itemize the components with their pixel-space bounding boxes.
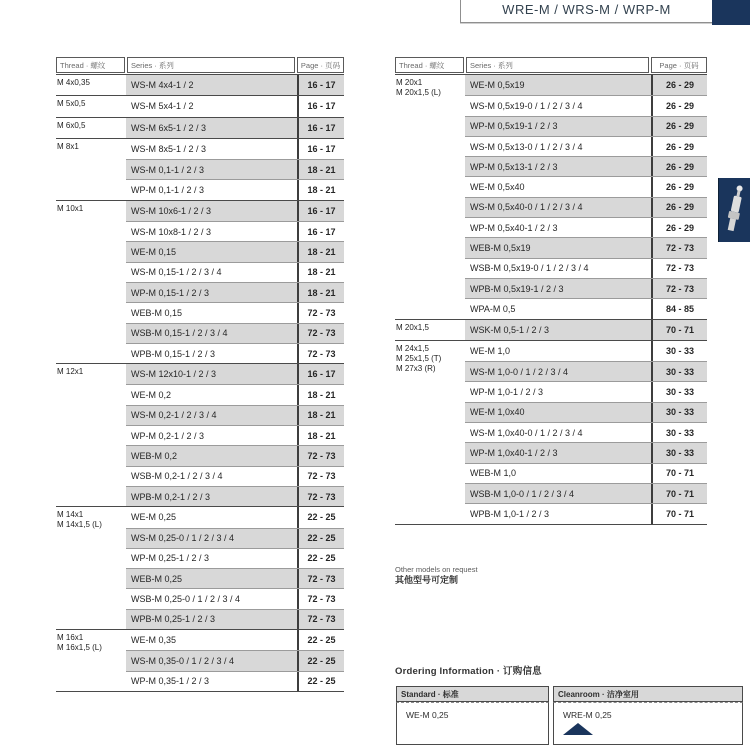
table-row <box>465 503 707 523</box>
table-row <box>465 197 707 217</box>
series-cell: WP-M 1,0x40-1 / 2 / 3 <box>470 447 558 458</box>
table-row <box>465 75 707 95</box>
thread-label-line: M 25x1,5 (T) <box>396 353 442 363</box>
group-rows <box>126 96 344 116</box>
group-rows <box>465 320 707 340</box>
page-cell: 84 - 85 <box>651 299 707 318</box>
page-cell: 18 - 21 <box>297 160 344 179</box>
thread-label-line: M 5x0,5 <box>57 99 86 109</box>
thread-label-line: M 14x1,5 (L) <box>57 520 102 530</box>
thread-group <box>395 319 707 340</box>
page-cell: 22 - 25 <box>297 630 344 650</box>
table-row <box>126 179 344 199</box>
series-cell: WE-M 0,25 <box>131 512 177 523</box>
page-cell: 72 - 73 <box>297 569 344 588</box>
page-cell: 18 - 21 <box>297 406 344 425</box>
page-cell: 18 - 21 <box>297 283 344 302</box>
page-cell: 30 - 33 <box>651 382 707 401</box>
table-body <box>395 74 707 525</box>
thread-label-line: M 6x0,5 <box>57 120 86 130</box>
table-row <box>126 588 344 608</box>
series-cell: WE-M 1,0x40 <box>470 407 525 418</box>
page-cell: 22 - 25 <box>297 549 344 568</box>
page-cell: 70 - 71 <box>651 504 707 523</box>
series-cell: WPB-M 1,0-1 / 2 / 3 <box>470 508 550 519</box>
page-cell: 26 - 29 <box>651 75 707 95</box>
thread-label <box>56 118 126 138</box>
table-row <box>465 258 707 278</box>
thread-group <box>56 138 344 200</box>
series-cell: WE-M 0,2 <box>131 390 172 401</box>
cleanroom-value: WRE-M 0,25 <box>563 710 612 720</box>
page-cell: 22 - 25 <box>297 529 344 548</box>
page-cell: 70 - 71 <box>651 320 707 340</box>
page-cell: 18 - 21 <box>297 242 344 261</box>
series-cell: WE-M 1,0 <box>470 346 511 356</box>
series-cell: WSB-M 1,0-0 / 1 / 2 / 3 / 4 <box>470 488 575 499</box>
series-cell: WP-M 1,0-1 / 2 / 3 <box>470 387 544 398</box>
group-rows <box>126 630 344 691</box>
ordering-cleanroom-box <box>553 686 743 745</box>
table-row <box>126 118 344 138</box>
page-title: WRE-M / WRS-M / WRP-M <box>502 1 671 17</box>
table-row <box>126 425 344 445</box>
thread-label-line: M 20x1 <box>396 78 423 87</box>
table-row <box>126 364 344 384</box>
table-row <box>465 217 707 237</box>
thread-group <box>56 200 344 363</box>
series-cell: WSB-M 0,2-1 / 2 / 3 / 4 <box>131 471 223 482</box>
other-models-zh: 其他型号可定制 <box>395 575 459 585</box>
series-cell: WS-M 0,25-0 / 1 / 2 / 3 / 4 <box>131 533 235 544</box>
page-cell: 18 - 21 <box>297 385 344 404</box>
page-cell: 72 - 73 <box>297 324 344 343</box>
table-row <box>126 486 344 506</box>
page-cell: 72 - 73 <box>297 303 344 322</box>
table-row <box>126 75 344 95</box>
side-tab[interactable] <box>718 178 750 242</box>
header-navy-block <box>712 0 750 25</box>
table-row <box>465 116 707 136</box>
column-header-series: Series · 系列 <box>466 57 649 73</box>
ordering-standard-box <box>396 686 549 745</box>
thread-label <box>56 75 126 95</box>
table-row <box>465 442 707 462</box>
column-header-page: Page · 页码 <box>651 57 707 73</box>
thread-label <box>56 139 126 200</box>
series-cell: WS-M 0,5x19-0 / 1 / 2 / 3 / 4 <box>470 100 583 111</box>
table-row <box>126 405 344 425</box>
series-cell: WS-M 4x4-1 / 2 <box>131 80 194 91</box>
thread-label-line: M 14x1 <box>57 510 84 520</box>
thread-label <box>56 507 126 629</box>
table-row <box>465 298 707 318</box>
series-cell: WS-M 8x5-1 / 2 / 3 <box>131 144 207 155</box>
thread-label-line: M 24x1,5 <box>396 343 429 353</box>
group-rows <box>126 75 344 95</box>
catalog-table-left <box>56 57 344 692</box>
thread-group <box>395 340 707 524</box>
series-cell: WSB-M 0,25-0 / 1 / 2 / 3 / 4 <box>131 594 241 605</box>
page-cell: 22 - 25 <box>297 651 344 670</box>
thread-label-line: M 4x0,35 <box>57 78 90 87</box>
thread-label-line: M 16x1 <box>57 633 84 643</box>
page-cell: 18 - 21 <box>297 263 344 282</box>
table-row <box>465 381 707 401</box>
table-row <box>465 341 707 361</box>
page-cell: 72 - 73 <box>297 487 344 506</box>
table-row <box>126 445 344 465</box>
table-body <box>56 74 344 692</box>
group-rows <box>126 201 344 363</box>
series-cell: WP-M 0,15-1 / 2 / 3 <box>131 287 210 298</box>
thread-group <box>56 95 344 116</box>
page-cell: 72 - 73 <box>297 467 344 486</box>
series-cell: WP-M 0,5x13-1 / 2 / 3 <box>470 161 558 172</box>
series-cell: WS-M 10x6-1 / 2 / 3 <box>131 205 212 216</box>
page-cell: 26 - 29 <box>651 157 707 176</box>
page-cell: 70 - 71 <box>651 484 707 503</box>
series-cell: WEB-M 0,25 <box>131 573 183 584</box>
group-rows <box>126 139 344 200</box>
thread-label-line: M 8x1 <box>57 141 79 151</box>
series-cell: WS-M 12x10-1 / 2 / 3 <box>131 369 217 380</box>
group-rows <box>126 118 344 138</box>
series-cell: WE-M 0,5x40 <box>470 182 525 193</box>
thread-label <box>56 201 126 363</box>
series-cell: WE-M 0,35 <box>131 635 177 646</box>
page-cell: 26 - 29 <box>651 137 707 156</box>
series-cell: WEB-M 0,2 <box>131 450 178 461</box>
page-cell: 72 - 73 <box>651 238 707 257</box>
thread-label <box>56 96 126 116</box>
series-cell: WSK-M 0,5-1 / 2 / 3 <box>470 324 550 335</box>
thread-group <box>56 363 344 506</box>
table-row <box>465 176 707 196</box>
table-row <box>126 221 344 241</box>
page-cell: 26 - 29 <box>651 177 707 196</box>
page-cell: 16 - 17 <box>297 118 344 138</box>
thread-group <box>395 74 707 319</box>
standard-value: WE-M 0,25 <box>406 710 449 720</box>
table-row <box>126 384 344 404</box>
series-cell: WEB-M 1,0 <box>470 468 517 479</box>
thread-label <box>395 75 465 319</box>
table-row <box>465 320 707 340</box>
series-cell: WP-M 0,25-1 / 2 / 3 <box>131 553 210 564</box>
table-row <box>126 528 344 548</box>
table-row <box>126 282 344 302</box>
series-cell: WS-M 0,2-1 / 2 / 3 / 4 <box>131 410 217 421</box>
page-cell: 18 - 21 <box>297 180 344 199</box>
page-cell: 16 - 17 <box>297 201 344 221</box>
table-row <box>126 323 344 343</box>
table-row <box>126 343 344 363</box>
series-cell: WEB-M 0,5x19 <box>470 243 531 254</box>
table-row <box>465 95 707 115</box>
table-row <box>465 361 707 381</box>
page-cell: 30 - 33 <box>651 403 707 422</box>
page-cell: 72 - 73 <box>297 446 344 465</box>
series-cell: WS-M 6x5-1 / 2 / 3 <box>131 122 207 133</box>
table-row <box>126 568 344 588</box>
group-rows <box>465 341 707 524</box>
table-row <box>126 201 344 221</box>
series-cell: WP-M 0,35-1 / 2 / 3 <box>131 676 210 687</box>
table-row <box>465 136 707 156</box>
series-cell: WPB-M 0,2-1 / 2 / 3 <box>131 491 211 502</box>
cleanroom-triangle-icon <box>563 723 593 735</box>
cleanroom-header: Cleanroom · 洁净室用 <box>553 686 743 702</box>
page-cell: 26 - 29 <box>651 218 707 237</box>
page-cell: 30 - 33 <box>651 341 707 361</box>
series-cell: WEB-M 0,15 <box>131 307 183 318</box>
table-row <box>126 609 344 629</box>
thread-label-line: M 20x1,5 (L) <box>396 88 441 97</box>
column-header-series: Series · 系列 <box>127 57 295 73</box>
series-cell: WE-M 0,15 <box>131 247 177 258</box>
table-row <box>465 402 707 422</box>
series-cell: WPB-M 0,25-1 / 2 / 3 <box>131 614 216 625</box>
column-header-thread: Thread · 螺纹 <box>395 57 464 73</box>
series-cell: WS-M 0,35-0 / 1 / 2 / 3 / 4 <box>131 655 235 666</box>
column-header-thread: Thread · 螺纹 <box>56 57 125 73</box>
series-cell: WS-M 0,15-1 / 2 / 3 / 4 <box>131 267 222 278</box>
series-cell: WS-M 0,1-1 / 2 / 3 <box>131 164 205 175</box>
column-header-page: Page · 页码 <box>297 57 344 73</box>
table-row <box>126 671 344 691</box>
thread-group <box>56 506 344 629</box>
standard-header: Standard · 标准 <box>396 686 549 702</box>
series-cell: WPB-M 0,5x19-1 / 2 / 3 <box>470 283 564 294</box>
table-row <box>465 463 707 483</box>
page-cell: 26 - 29 <box>651 198 707 217</box>
ordering-info-title: Ordering Information · 订购信息 <box>395 666 542 677</box>
page-cell: 70 - 71 <box>651 464 707 483</box>
page-cell: 16 - 17 <box>297 364 344 384</box>
series-cell: WS-M 0,5x13-0 / 1 / 2 / 3 / 4 <box>470 141 583 152</box>
page-cell: 30 - 33 <box>651 443 707 462</box>
series-cell: WSB-M 0,5x19-0 / 1 / 2 / 3 / 4 <box>470 263 589 274</box>
group-rows <box>126 364 344 506</box>
page-cell: 72 - 73 <box>297 610 344 629</box>
thread-label-line: M 27x3 (R) <box>396 363 436 373</box>
thread-label <box>395 320 465 340</box>
other-models-note <box>395 565 478 586</box>
page-cell: 26 - 29 <box>651 96 707 115</box>
table-row <box>126 466 344 486</box>
series-cell: WP-M 0,5x19-1 / 2 / 3 <box>470 121 558 132</box>
thread-label <box>56 630 126 691</box>
table-row <box>465 422 707 442</box>
page-cell: 22 - 25 <box>297 672 344 691</box>
table-row <box>126 630 344 650</box>
table-row <box>126 241 344 261</box>
series-cell: WE-M 0,5x19 <box>470 80 525 91</box>
series-cell: WP-M 0,5x40-1 / 2 / 3 <box>470 222 558 233</box>
table-row <box>126 507 344 527</box>
series-cell: WP-M 0,1-1 / 2 / 3 <box>131 185 205 196</box>
thread-label <box>56 364 126 506</box>
series-cell: WSB-M 0,15-1 / 2 / 3 / 4 <box>131 328 228 339</box>
page-cell: 30 - 33 <box>651 423 707 442</box>
series-cell: WPA-M 0,5 <box>470 303 516 314</box>
table-header-row <box>395 57 707 73</box>
page-cell: 72 - 73 <box>651 279 707 298</box>
page-cell: 16 - 17 <box>297 75 344 95</box>
table-row <box>465 278 707 298</box>
series-cell: WS-M 1,0-0 / 1 / 2 / 3 / 4 <box>470 366 569 377</box>
thread-group <box>56 117 344 138</box>
thread-label-line: M 10x1 <box>57 203 84 213</box>
table-row <box>126 139 344 159</box>
page-cell: 72 - 73 <box>297 589 344 608</box>
page-cell: 18 - 21 <box>297 426 344 445</box>
series-cell: WPB-M 0,15-1 / 2 / 3 <box>131 348 216 359</box>
table-row <box>465 156 707 176</box>
series-cell: WP-M 0,2-1 / 2 / 3 <box>131 430 205 441</box>
table-row <box>465 483 707 503</box>
page-cell: 72 - 73 <box>297 344 344 363</box>
page-cell: 72 - 73 <box>651 259 707 278</box>
cleanroom-value-cell <box>553 702 743 745</box>
standard-value-cell <box>396 702 549 745</box>
thread-label-line: M 20x1,5 <box>396 322 429 332</box>
table-row <box>126 548 344 568</box>
page-cell: 16 - 17 <box>297 139 344 159</box>
group-rows <box>465 75 707 319</box>
series-cell: WS-M 1,0x40-0 / 1 / 2 / 3 / 4 <box>470 427 583 438</box>
series-cell: WS-M 0,5x40-0 / 1 / 2 / 3 / 4 <box>470 202 583 213</box>
catalog-table-right <box>395 57 707 525</box>
thread-label-line: M 16x1,5 (L) <box>57 643 102 653</box>
table-row <box>126 302 344 322</box>
table-row <box>126 262 344 282</box>
thread-group <box>56 629 344 691</box>
page-cell: 30 - 33 <box>651 362 707 381</box>
thread-label-line: M 12x1 <box>57 367 84 377</box>
page-header-box <box>460 0 713 23</box>
page-cell: 16 - 17 <box>297 222 344 241</box>
page-cell: 26 - 29 <box>651 117 707 136</box>
table-header-row <box>56 57 344 73</box>
table-row <box>126 96 344 116</box>
other-models-en: Other models on request <box>395 565 478 574</box>
group-rows <box>126 507 344 629</box>
thread-label <box>395 341 465 524</box>
thread-group <box>56 74 344 95</box>
table-row <box>126 650 344 670</box>
table-row <box>126 159 344 179</box>
page-cell: 16 - 17 <box>297 96 344 116</box>
series-cell: WS-M 10x8-1 / 2 / 3 <box>131 226 212 237</box>
series-cell: WS-M 5x4-1 / 2 <box>131 101 194 112</box>
table-row <box>465 237 707 257</box>
thermocouple-probe-icon <box>723 182 747 238</box>
page-cell: 22 - 25 <box>297 507 344 527</box>
